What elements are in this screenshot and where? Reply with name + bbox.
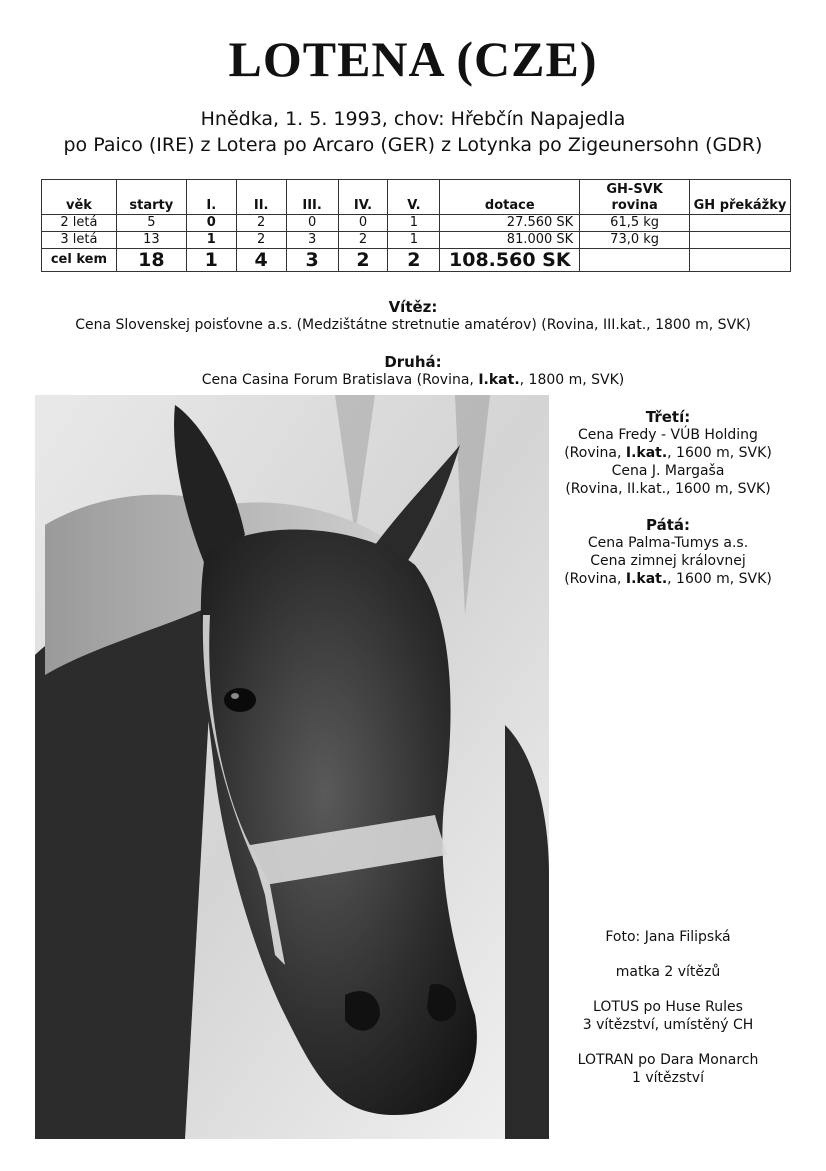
- table-cell: 5: [116, 215, 186, 232]
- second-place-section: [0, 353, 826, 389]
- second-place-heading: Druhá:: [384, 353, 442, 371]
- col-header-second: II.: [236, 180, 286, 215]
- horse-name-title: LOTENA (CZE): [228, 31, 598, 87]
- table-cell: [580, 249, 690, 272]
- fifth-place-heading: Pátá:: [645, 516, 690, 534]
- col-header-third: III.: [286, 180, 338, 215]
- third-place-race-1: Cena Fredy - VÚB Holding: [578, 427, 758, 443]
- table-cell: 1: [186, 249, 236, 272]
- third-place-heading: Třetí:: [645, 408, 691, 426]
- table-cell: 2: [338, 232, 388, 249]
- winner-race: Cena Slovenskej poisťovne a.s. (Medzištátne stretnutie amatérov) (Rovina, III.kat., 1800 m, SVK): [75, 317, 751, 333]
- table-cell: 2 letá: [42, 215, 117, 232]
- table-cell: 2: [388, 249, 440, 272]
- col-header-first: I.: [186, 180, 236, 215]
- table-cell: 108.560 SK: [440, 249, 580, 272]
- photo-credit: Foto: Jana Filipská: [605, 929, 731, 945]
- table-cell: 61,5 kg: [580, 215, 690, 232]
- horse-pedigree: po Paico (IRE) z Lotera po Arcaro (GER) z Lotynka po Zigeunersohn (GDR): [63, 134, 763, 156]
- table-cell: cel kem: [42, 249, 117, 272]
- table-cell: [690, 232, 791, 249]
- col-header-gh-hurdles: GH překážky: [690, 180, 791, 215]
- offspring-lotran: LOTRAN po Dara Monarch 1 vítězství: [577, 1052, 759, 1086]
- table-cell: 0: [338, 215, 388, 232]
- table-header-row: [42, 180, 791, 215]
- horse-photo: [35, 395, 549, 1139]
- credits-section: [560, 928, 776, 1104]
- table-cell: 0: [186, 215, 236, 232]
- third-place-race-2-details: (Rovina, II.kat., 1600 m, SVK): [565, 481, 771, 497]
- dam-note: matka 2 vítězů: [615, 964, 721, 980]
- table-cell: 13: [116, 232, 186, 249]
- table-cell: 18: [116, 249, 186, 272]
- col-header-fifth: V.: [388, 180, 440, 215]
- third-place-race-2: Cena J. Margaša: [611, 463, 725, 479]
- table-cell: [690, 215, 791, 232]
- col-header-prize-money: dotace: [440, 180, 580, 215]
- table-cell: 3 letá: [42, 232, 117, 249]
- col-header-age: věk: [42, 180, 117, 215]
- col-header-starts: starty: [116, 180, 186, 215]
- table-row: [42, 215, 791, 232]
- table-cell: 4: [236, 249, 286, 272]
- fifth-place-race-details: (Rovina, I.kat., 1600 m, SVK): [564, 571, 772, 587]
- third-place-race-1-details: (Rovina, I.kat., 1600 m, SVK): [564, 445, 772, 461]
- table-cell: 2: [236, 232, 286, 249]
- table-total-row: [42, 249, 791, 272]
- table-cell: 0: [286, 215, 338, 232]
- col-header-fourth: IV.: [338, 180, 388, 215]
- table-cell: 1: [186, 232, 236, 249]
- winner-section: [0, 298, 826, 334]
- winner-heading: Vítěz:: [388, 298, 438, 316]
- table-cell: 27.560 SK: [440, 215, 580, 232]
- table-cell: 2: [236, 215, 286, 232]
- table-row: [42, 232, 791, 249]
- second-place-race: Cena Casina Forum Bratislava (Rovina, I.kat., 1800 m, SVK): [201, 372, 625, 388]
- fifth-place-section: [560, 516, 776, 588]
- offspring-lotus: LOTUS po Huse Rules 3 vítězství, umístěný CH: [582, 999, 754, 1033]
- table-cell: 3: [286, 249, 338, 272]
- table-cell: 1: [388, 232, 440, 249]
- horse-details: Hnědka, 1. 5. 1993, chov: Hřebčín Napajedla: [200, 108, 626, 130]
- col-header-gh-flat: GH-SVK rovina: [580, 180, 690, 215]
- table-cell: 3: [286, 232, 338, 249]
- table-cell: [690, 249, 791, 272]
- third-place-section: [560, 408, 776, 498]
- table-cell: 73,0 kg: [580, 232, 690, 249]
- table-cell: 1: [388, 215, 440, 232]
- fifth-place-race-1: Cena Palma-Tumys a.s.: [587, 535, 749, 551]
- table-cell: 2: [338, 249, 388, 272]
- table-cell: 81.000 SK: [440, 232, 580, 249]
- fifth-place-race-2: Cena zimnej královnej: [590, 553, 746, 569]
- race-statistics-table: [41, 179, 791, 272]
